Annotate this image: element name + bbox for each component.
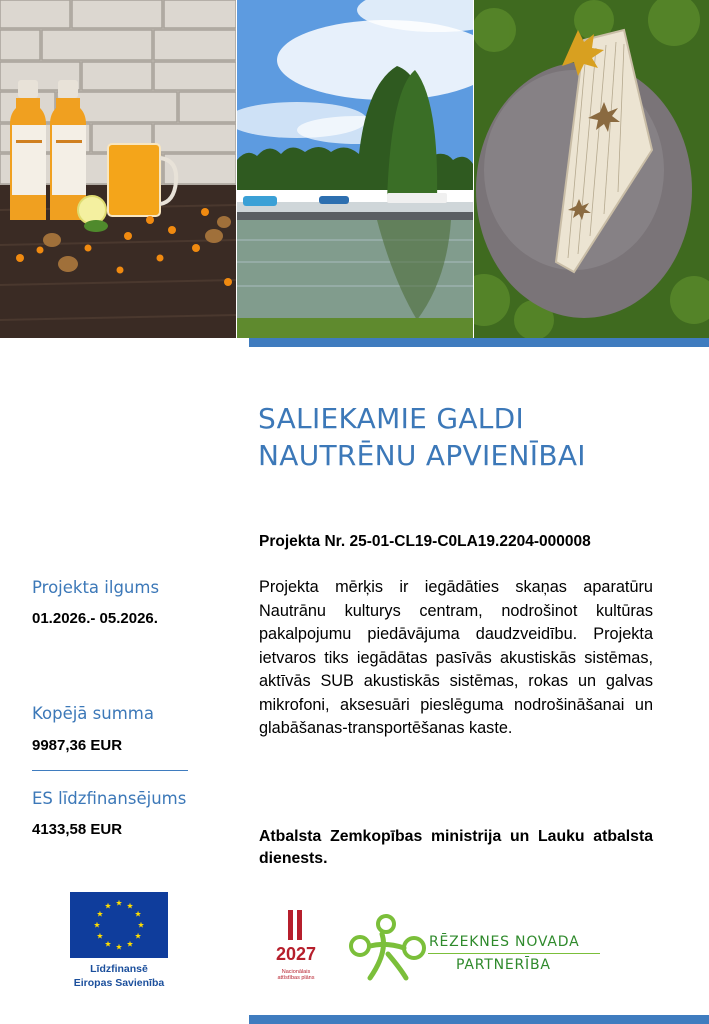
top-accent-bar <box>249 338 709 347</box>
eu-flag-icon <box>70 892 168 958</box>
project-number: Projekta Nr. 25-01-CL19-C0LA19.2204-000008 <box>259 533 591 550</box>
nap-caption-line-2: attīstības plāns <box>277 975 315 981</box>
project-description: Projekta mērķis ir iegādāties skaņas aparatūru Nautrānu kulturys centram, nodrošinot kultūras pakalpojumu piedāvājuma daudzveidību. Projekta ietvaros tiks iegādātas pasīvās akustiskās sistēmas, aktīvās SUB akustiskās sistēmas, rokas un galvas mikrofoni, aksesuāri pieslēguma nodrošināšanai un glabāšanas-transportēšanas kaste. <box>259 578 653 737</box>
total-sum-value: 9987,36 EUR <box>32 737 123 754</box>
duration-value: 01.2026.- 05.2026. <box>32 610 158 627</box>
total-sum-label: Kopējā summa <box>32 704 154 723</box>
title-line-1: SALIEKAMIE GALDI <box>258 402 525 435</box>
duration-label: Projekta ilgums <box>32 578 160 597</box>
eu-caption-line-2: Eiropas Savienība <box>73 977 165 989</box>
photo-kokle <box>474 0 709 338</box>
bottom-accent-bar <box>249 1015 709 1024</box>
support-statement: Atbalsta Zemkopības ministrija un Lauku atbalsta dienests. <box>259 828 653 867</box>
eu-caption-line-1: Līdzfinansē <box>90 963 148 975</box>
sidebar-divider <box>32 770 188 771</box>
partnership-name-line-1: RĒZEKNES NOVADA <box>429 934 580 950</box>
page-title <box>258 400 698 474</box>
eu-cofinancing-value: 4133,58 EUR <box>32 821 123 838</box>
photo-lake <box>237 0 473 338</box>
partnership-logo-icon <box>348 912 428 984</box>
title-line-2: NAUTRĒNU APVIENĪBAI <box>258 439 586 472</box>
eu-cofinancing-label: ES līdzfinansējums <box>32 789 187 808</box>
nap-logo-year: 2027 <box>275 944 317 964</box>
photo-juice-bottles <box>0 0 236 338</box>
nap-caption-line-1: Nacionālais <box>281 969 311 975</box>
partnership-rule <box>428 953 600 954</box>
partnership-name-line-2: PARTNERĪBA <box>456 957 551 973</box>
